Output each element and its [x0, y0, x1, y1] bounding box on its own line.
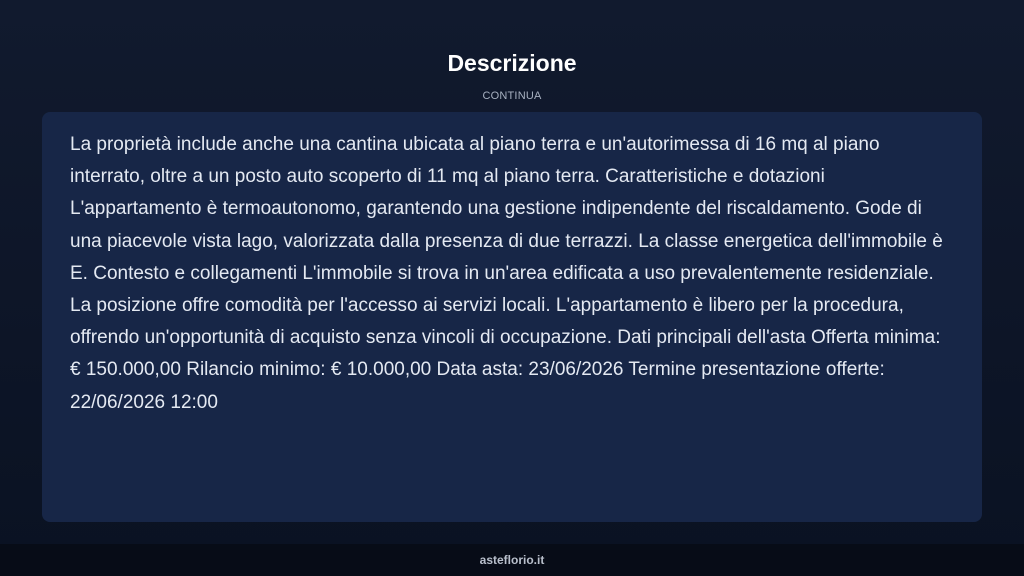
- page-title: Descrizione: [447, 50, 577, 76]
- description-text: La proprietà include anche una cantina ubicata al piano terra e un'autorimessa di 16 mq al piano interrato, oltre a un posto auto scoperto di 11 mq al piano terra. Caratteristiche e dotazioni L'appartamento è termoautonomo, garantendo una gestione indipendente del riscaldamento. Gode di una piacevole vista lago, valorizzata dalla presenza di due terrazzi. La classe energetica dell'immobile è E. Contesto e collegamenti L'immobile si trova in un'area edificata a uso prevalentemente residenziale. La posizione offre comodità per l'accesso ai servizi locali. L'appartamento è libero per la procedura, offrendo un'opportunità di acquisto senza vincoli di occupazione. Dati principali dell'asta Offerta minima: € 150.000,00 Rilancio minimo: € 10.000,00 Data asta: 23/06/2026 Termine presentazione offerte: 22/06/2026 12:00: [70, 134, 943, 413]
- continua-label: CONTINUA: [482, 90, 542, 102]
- footer-bar: [0, 544, 1024, 576]
- description-card: [42, 112, 982, 522]
- footer-brand: asteflorio.it: [479, 553, 545, 567]
